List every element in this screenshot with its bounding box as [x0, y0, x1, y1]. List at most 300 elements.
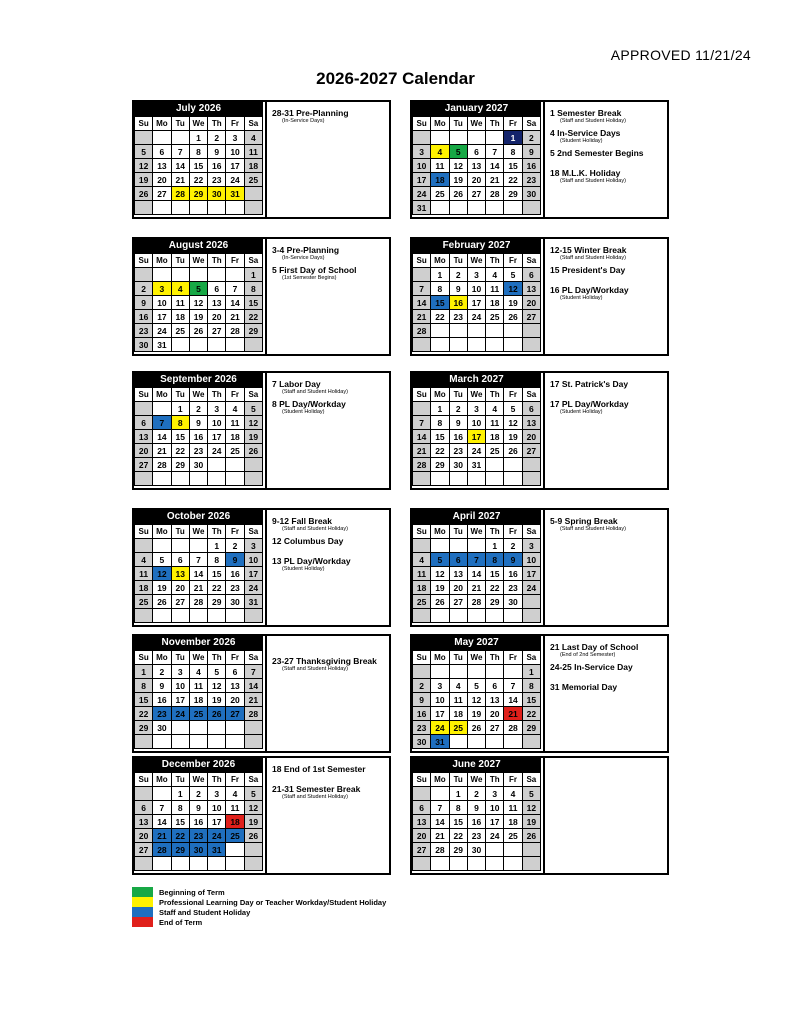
legend-swatch [132, 917, 153, 927]
day-cell: 20 [153, 173, 171, 187]
day-cell: 20 [135, 829, 153, 843]
weekday-label: Mo [431, 651, 449, 665]
day-cell: 1 [449, 787, 467, 801]
day-cell: 30 [208, 187, 226, 201]
week-row [135, 338, 263, 352]
empty-day-cell [189, 268, 207, 282]
weekday-label: Mo [153, 117, 171, 131]
event-title: 8 PL Day/Workday [272, 399, 346, 409]
empty-day-cell [171, 338, 189, 352]
month-calendar [134, 239, 263, 354]
day-cell: 9 [413, 693, 431, 707]
day-cell: 24 [171, 707, 189, 721]
month-title: July 2026 [134, 102, 263, 116]
weekday-label: Th [208, 525, 226, 539]
day-cell: 24 [522, 581, 540, 595]
day-cell: 22 [208, 581, 226, 595]
weekday-label: Mo [431, 388, 449, 402]
day-cell: 30 [226, 595, 244, 609]
week-row [135, 567, 263, 581]
week-row [135, 693, 263, 707]
empty-day-cell [504, 201, 522, 215]
event [272, 516, 387, 532]
day-cell: 3 [153, 282, 171, 296]
weekday-header-row [135, 117, 263, 131]
day-cell: 7 [431, 801, 449, 815]
weekday-label: We [189, 388, 207, 402]
day-cell: 19 [244, 815, 262, 829]
empty-day-cell [135, 609, 153, 623]
weekday-label: We [467, 651, 485, 665]
day-cell: 1 [431, 402, 449, 416]
event [550, 662, 665, 672]
event [272, 656, 387, 672]
day-cell: 12 [504, 282, 522, 296]
day-cell: 9 [504, 553, 522, 567]
weekday-label: Mo [431, 525, 449, 539]
day-cell: 29 [504, 187, 522, 201]
day-cell: 26 [244, 444, 262, 458]
month-september-2026 [132, 371, 391, 490]
week-row [135, 145, 263, 159]
day-cell: 3 [467, 268, 485, 282]
day-cell: 31 [208, 843, 226, 857]
day-cell: 15 [244, 296, 262, 310]
empty-day-cell [413, 268, 431, 282]
week-row [413, 553, 541, 567]
empty-day-cell [153, 787, 171, 801]
day-cell: 19 [153, 581, 171, 595]
event-title: 31 Memorial Day [550, 682, 618, 692]
day-cell: 1 [504, 131, 522, 145]
month-october-2026 [132, 508, 391, 627]
day-cell: 12 [522, 801, 540, 815]
day-cell: 15 [135, 693, 153, 707]
day-cell: 6 [449, 553, 467, 567]
day-cell: 16 [467, 815, 485, 829]
empty-day-cell [208, 472, 226, 486]
day-cell: 30 [449, 458, 467, 472]
month-notes [265, 510, 389, 625]
week-row [413, 310, 541, 324]
month-calendar [134, 102, 263, 217]
empty-day-cell [226, 458, 244, 472]
day-cell: 7 [171, 145, 189, 159]
empty-day-cell [244, 187, 262, 201]
day-cell: 27 [153, 187, 171, 201]
empty-day-cell [449, 609, 467, 623]
day-cell: 7 [413, 282, 431, 296]
month-december-2026 [132, 756, 391, 875]
day-cell: 31 [226, 187, 244, 201]
event-note: (Student Holiday) [560, 138, 603, 144]
empty-day-cell [153, 472, 171, 486]
weekday-label: Th [486, 117, 504, 131]
day-cell: 6 [486, 679, 504, 693]
week-row [135, 581, 263, 595]
day-cell: 8 [431, 282, 449, 296]
legend-label: Professional Learning Day or Teacher Workday/Student Holiday [159, 897, 387, 907]
day-cell: 11 [413, 567, 431, 581]
empty-day-cell [449, 324, 467, 338]
day-cell: 17 [153, 310, 171, 324]
day-cell: 27 [413, 843, 431, 857]
day-cell: 2 [189, 787, 207, 801]
day-cell: 19 [135, 173, 153, 187]
empty-day-cell [171, 201, 189, 215]
event-title: 5 First Day of School [272, 265, 357, 275]
day-cell: 23 [153, 707, 171, 721]
empty-day-cell [135, 857, 153, 871]
empty-day-cell [135, 268, 153, 282]
day-cell: 18 [504, 815, 522, 829]
day-cell: 26 [467, 721, 485, 735]
weekday-label: Sa [244, 388, 262, 402]
day-cell: 1 [171, 402, 189, 416]
empty-day-cell [208, 609, 226, 623]
week-row [135, 472, 263, 486]
day-cell: 29 [431, 458, 449, 472]
empty-day-cell [171, 735, 189, 749]
month-august-2026 [132, 237, 391, 356]
weekday-label: Su [135, 388, 153, 402]
empty-day-cell [413, 402, 431, 416]
day-cell: 11 [135, 567, 153, 581]
empty-day-cell [486, 201, 504, 215]
weekday-label: Th [208, 651, 226, 665]
empty-day-cell [208, 458, 226, 472]
day-cell: 27 [486, 721, 504, 735]
day-cell: 27 [135, 843, 153, 857]
weekday-label: Fr [504, 651, 522, 665]
weekday-label: Fr [504, 773, 522, 787]
month-march-2027 [410, 371, 669, 490]
weekday-label: We [467, 254, 485, 268]
day-cell: 4 [226, 787, 244, 801]
day-cell: 26 [504, 310, 522, 324]
day-cell: 12 [189, 296, 207, 310]
empty-day-cell [449, 539, 467, 553]
empty-day-cell [431, 131, 449, 145]
event [272, 108, 387, 124]
day-cell: 6 [208, 282, 226, 296]
day-cell: 19 [449, 173, 467, 187]
week-row [135, 159, 263, 173]
empty-day-cell [189, 609, 207, 623]
day-cell: 13 [449, 567, 467, 581]
event-note: (Staff and Student Holiday) [282, 794, 348, 800]
empty-day-cell [171, 131, 189, 145]
day-cell: 13 [522, 282, 540, 296]
day-cell: 7 [504, 679, 522, 693]
week-row [135, 735, 263, 749]
week-row [413, 735, 541, 749]
day-cell: 12 [244, 416, 262, 430]
day-cell: 22 [135, 707, 153, 721]
day-cell: 4 [486, 268, 504, 282]
day-cell: 13 [135, 430, 153, 444]
day-cell: 21 [171, 173, 189, 187]
event-title: 16 PL Day/Workday [550, 285, 629, 295]
event [550, 168, 665, 184]
day-cell: 5 [208, 665, 226, 679]
day-cell: 26 [135, 187, 153, 201]
day-cell: 19 [522, 815, 540, 829]
empty-day-cell [486, 665, 504, 679]
legend-label: Staff and Student Holiday [159, 907, 251, 917]
day-cell: 24 [153, 324, 171, 338]
day-cell: 27 [135, 458, 153, 472]
day-cell: 14 [431, 815, 449, 829]
day-cell: 29 [171, 458, 189, 472]
day-cell: 13 [486, 693, 504, 707]
day-cell: 5 [449, 145, 467, 159]
weekday-label: We [189, 525, 207, 539]
week-row [135, 324, 263, 338]
event [272, 399, 387, 415]
event-note: (Staff and Student Holiday) [282, 666, 348, 672]
empty-day-cell [504, 472, 522, 486]
day-cell: 8 [449, 801, 467, 815]
week-row [135, 707, 263, 721]
week-row [413, 131, 541, 145]
day-cell: 14 [189, 567, 207, 581]
empty-day-cell [244, 857, 262, 871]
empty-day-cell [171, 609, 189, 623]
weekday-label: Sa [244, 117, 262, 131]
weekday-label: Tu [171, 254, 189, 268]
week-row [135, 296, 263, 310]
day-cell: 5 [135, 145, 153, 159]
day-cell: 24 [467, 444, 485, 458]
day-cell: 6 [135, 801, 153, 815]
empty-day-cell [226, 857, 244, 871]
week-row [413, 472, 541, 486]
day-cell: 24 [244, 581, 262, 595]
empty-day-cell [486, 458, 504, 472]
day-cell: 19 [431, 581, 449, 595]
day-cell: 21 [467, 581, 485, 595]
day-cell: 11 [504, 801, 522, 815]
day-cell: 2 [153, 665, 171, 679]
empty-day-cell [135, 787, 153, 801]
week-row [413, 282, 541, 296]
empty-day-cell [135, 539, 153, 553]
weekday-header-row [413, 651, 541, 665]
day-cell: 23 [467, 829, 485, 843]
weekday-label: Tu [171, 388, 189, 402]
empty-day-cell [449, 338, 467, 352]
day-cell: 29 [208, 595, 226, 609]
day-cell: 9 [467, 801, 485, 815]
day-cell: 10 [522, 553, 540, 567]
empty-day-cell [504, 338, 522, 352]
day-cell: 17 [244, 567, 262, 581]
day-cell: 22 [449, 829, 467, 843]
weekday-label: Fr [504, 525, 522, 539]
empty-day-cell [467, 131, 485, 145]
day-cell: 1 [431, 268, 449, 282]
event-title: 13 PL Day/Workday [272, 556, 351, 566]
day-cell: 15 [431, 430, 449, 444]
day-cell: 29 [486, 595, 504, 609]
month-may-2027 [410, 634, 669, 753]
week-row [413, 444, 541, 458]
weekday-label: Mo [431, 773, 449, 787]
month-title: January 2027 [412, 102, 541, 116]
empty-day-cell [522, 472, 540, 486]
day-cell: 29 [522, 721, 540, 735]
day-cell: 1 [522, 665, 540, 679]
weekday-label: Tu [171, 117, 189, 131]
day-cell: 16 [449, 296, 467, 310]
month-title: June 2027 [412, 758, 541, 772]
weekday-label: Tu [171, 525, 189, 539]
day-cell: 1 [208, 539, 226, 553]
day-cell: 9 [135, 296, 153, 310]
empty-day-cell [504, 665, 522, 679]
day-cell: 13 [208, 296, 226, 310]
day-cell: 1 [486, 539, 504, 553]
month-calendar [134, 758, 263, 873]
month-july-2026 [132, 100, 391, 219]
event [550, 148, 665, 158]
day-cell: 17 [208, 430, 226, 444]
empty-day-cell [189, 857, 207, 871]
day-cell: 17 [431, 707, 449, 721]
day-cell: 22 [189, 173, 207, 187]
empty-day-cell [135, 201, 153, 215]
empty-day-cell [153, 201, 171, 215]
day-cell: 3 [486, 787, 504, 801]
week-row [135, 444, 263, 458]
weekday-label: Tu [449, 651, 467, 665]
empty-day-cell [226, 609, 244, 623]
weekday-label: Th [486, 773, 504, 787]
empty-day-cell [226, 472, 244, 486]
weekday-header-row [135, 773, 263, 787]
empty-day-cell [522, 595, 540, 609]
day-cell: 4 [135, 553, 153, 567]
empty-day-cell [467, 472, 485, 486]
weekday-label: Sa [244, 773, 262, 787]
legend-item-end-of-term [132, 917, 386, 927]
empty-day-cell [486, 472, 504, 486]
month-calendar [134, 373, 263, 488]
weekday-label: Su [135, 117, 153, 131]
day-cell: 31 [244, 595, 262, 609]
empty-day-cell [522, 324, 540, 338]
day-cell: 4 [431, 145, 449, 159]
day-cell: 16 [135, 310, 153, 324]
week-row [413, 843, 541, 857]
day-cell: 19 [244, 430, 262, 444]
day-cell: 16 [189, 430, 207, 444]
event [272, 556, 387, 572]
day-cell: 6 [135, 416, 153, 430]
day-cell: 7 [226, 282, 244, 296]
week-row [413, 268, 541, 282]
empty-day-cell [431, 857, 449, 871]
empty-day-cell [467, 338, 485, 352]
day-cell: 15 [171, 430, 189, 444]
month-calendar [134, 636, 263, 751]
empty-day-cell [153, 402, 171, 416]
weekday-label: Su [135, 525, 153, 539]
week-row [135, 843, 263, 857]
event-title: 12 Columbus Day [272, 536, 344, 546]
empty-day-cell [431, 539, 449, 553]
day-cell: 11 [244, 145, 262, 159]
day-cell: 8 [189, 145, 207, 159]
day-cell: 26 [153, 595, 171, 609]
day-cell: 11 [486, 282, 504, 296]
weekday-label: We [467, 525, 485, 539]
day-cell: 18 [189, 693, 207, 707]
day-cell: 10 [226, 145, 244, 159]
empty-day-cell [189, 539, 207, 553]
day-cell: 16 [449, 430, 467, 444]
day-cell: 18 [171, 310, 189, 324]
empty-day-cell [153, 539, 171, 553]
day-cell: 26 [189, 324, 207, 338]
day-cell: 2 [135, 282, 153, 296]
day-cell: 1 [244, 268, 262, 282]
day-cell: 25 [171, 324, 189, 338]
month-title: April 2027 [412, 510, 541, 524]
week-row [135, 201, 263, 215]
day-cell: 20 [226, 693, 244, 707]
week-row [413, 159, 541, 173]
empty-day-cell [413, 539, 431, 553]
day-cell: 19 [467, 707, 485, 721]
empty-day-cell [486, 609, 504, 623]
month-notes [543, 510, 667, 625]
empty-day-cell [486, 324, 504, 338]
day-cell: 28 [431, 843, 449, 857]
day-cell: 11 [171, 296, 189, 310]
day-cell: 21 [226, 310, 244, 324]
day-cell: 30 [189, 843, 207, 857]
day-cell: 14 [413, 296, 431, 310]
day-cell: 11 [486, 416, 504, 430]
weekday-label: Fr [226, 117, 244, 131]
weekday-label: Mo [431, 117, 449, 131]
day-cell: 14 [171, 159, 189, 173]
weekday-label: Mo [431, 254, 449, 268]
weekday-label: Fr [226, 388, 244, 402]
day-cell: 8 [486, 553, 504, 567]
event-title: 24-25 In-Service Day [550, 662, 633, 672]
month-calendar [134, 510, 263, 625]
weekday-label: Th [486, 254, 504, 268]
day-cell: 10 [431, 693, 449, 707]
day-cell: 3 [208, 402, 226, 416]
day-cell: 2 [226, 539, 244, 553]
day-cell: 14 [244, 679, 262, 693]
weekday-label: Th [208, 117, 226, 131]
weekday-label: Sa [522, 651, 540, 665]
day-cell: 23 [226, 581, 244, 595]
weekday-label: Fr [504, 254, 522, 268]
month-calendar [412, 510, 541, 625]
week-row [413, 416, 541, 430]
day-cell: 17 [226, 159, 244, 173]
empty-day-cell [171, 472, 189, 486]
day-cell: 28 [467, 595, 485, 609]
event [272, 379, 387, 395]
day-cell: 8 [244, 282, 262, 296]
